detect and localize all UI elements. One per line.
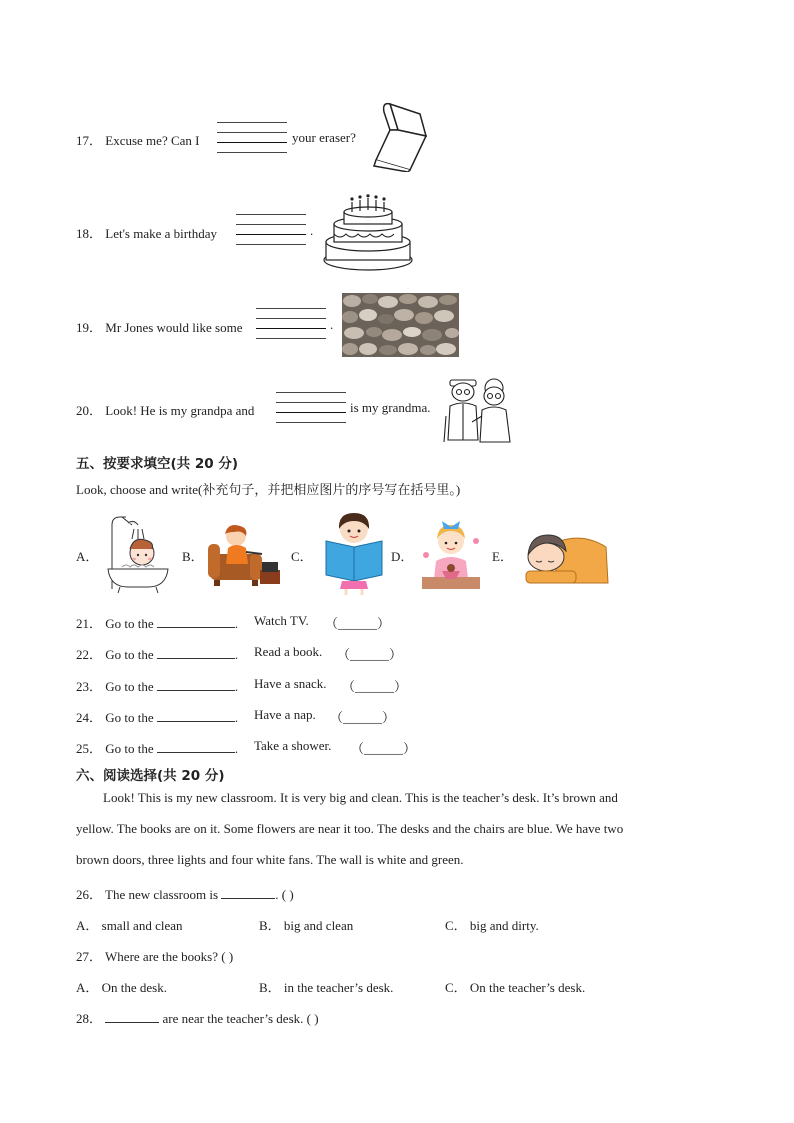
four-line-blank[interactable] [256,308,326,340]
question-text-tail: is my grandma. [350,400,431,415]
item-number: 24． [76,710,103,725]
option-label-b: B． [182,549,204,564]
option-27-b[interactable]: B． in the teacher’s desk. [259,980,394,995]
answer-paren[interactable]: （______） [325,616,391,631]
answer-paren[interactable]: . ( ) [275,887,294,902]
answer-paren[interactable]: （______） [342,679,408,694]
fill-item-21: 21． Go to the . [76,616,239,631]
question-20 [76,400,254,419]
option-label-e: E． [492,549,513,564]
item-number: 25． [76,741,103,756]
question-text-tail: . [310,223,314,238]
answer-blank[interactable] [221,898,275,899]
question-text: Look! He is my grandpa and [105,403,255,418]
answer-blank[interactable] [157,658,235,659]
birthday-cake-icon [322,194,414,276]
question-text: are near the teacher’s desk. ( ) [162,1011,319,1026]
passage-line-1: Look! This is my new classroom. It is very big and clean. This is the teacher’s desk. It’s brown and [103,790,618,805]
fill-item-23: 23． Go to the . [76,679,239,694]
item-text: Go to the [105,710,154,725]
question-number: 26． [76,887,103,902]
item-text: Go to the [105,679,154,694]
question-text-tail: your eraser? [292,130,356,145]
item-text: Go to the [105,616,154,631]
question-number: 17． [76,133,103,148]
question-number: 27． [76,949,103,964]
napping-man-image [524,527,610,585]
item-action: Have a nap. [254,707,316,722]
question-text: The new classroom is [105,887,219,902]
rocks-image [342,293,459,357]
item-action: Have a snack. [254,676,327,691]
question-28 [76,1008,319,1027]
question-text: Let's make a birthday [105,226,217,241]
option-26-a[interactable]: A． small and clean [76,918,183,933]
four-line-blank[interactable] [236,214,306,246]
question-26 [76,884,294,903]
grandparents-image [442,376,516,444]
question-text: Mr Jones would like some [105,320,243,335]
shower-bath-image [104,515,172,595]
watching-tv-image [206,520,282,588]
question-19 [76,317,242,336]
question-text: Where are the books? ( ) [105,949,234,964]
item-number: 21． [76,616,103,631]
item-text: Go to the [105,647,154,662]
item-action: Watch TV. [254,613,309,628]
section-5-instruction: Look, choose and write(补充句子，并把相应图片的序号写在括号里。) [76,482,461,497]
option-26-c[interactable]: C． big and dirty. [445,918,539,933]
answer-blank[interactable] [157,721,235,722]
passage-line-2: yellow. The books are on it. Some flowers are near it too. The desks and the chairs are blue. We have two [76,821,624,836]
answer-paren[interactable]: （______） [330,710,396,725]
fill-item-22: 22． Go to the . [76,647,239,662]
four-line-blank[interactable] [276,392,346,424]
option-label-d: D． [391,549,414,564]
question-number: 20． [76,403,103,418]
item-number: 23． [76,679,103,694]
four-line-blank[interactable] [217,122,287,154]
fill-item-24: 24． Go to the . [76,710,239,725]
question-text-tail: . [330,317,334,332]
answer-blank[interactable] [157,752,235,753]
section-5-title: 五、按要求填空(共 20 分) [76,456,239,472]
question-text: Excuse me? Can I [105,133,200,148]
question-17 [76,130,199,149]
item-text: Go to the [105,741,154,756]
option-label-a: A． [76,549,99,564]
answer-paren[interactable]: （______） [337,647,403,662]
question-number: 18． [76,226,103,241]
reading-girl-image [324,511,384,595]
answer-paren[interactable]: （______） [351,741,417,756]
item-number: 22． [76,647,103,662]
answer-blank[interactable] [157,627,235,628]
item-action: Read a book. [254,644,323,659]
option-27-a[interactable]: A． On the desk. [76,980,167,995]
question-27 [76,946,233,965]
question-18 [76,223,217,242]
question-number: 28． [76,1011,103,1026]
fill-item-25: 25． Go to the . [76,741,239,756]
eraser-icon [370,100,430,172]
snack-girl-image [420,517,482,591]
section-6-title: 六、阅读选择(共 20 分) [76,768,225,784]
option-26-b[interactable]: B． big and clean [259,918,354,933]
option-label-c: C． [291,549,313,564]
option-27-c[interactable]: C． On the teacher’s desk. [445,980,586,995]
item-action: Take a shower. [254,738,332,753]
answer-blank[interactable] [105,1022,159,1023]
passage-line-3: brown doors, three lights and four white fans. The wall is white and green. [76,852,464,867]
question-number: 19． [76,320,103,335]
answer-blank[interactable] [157,690,235,691]
